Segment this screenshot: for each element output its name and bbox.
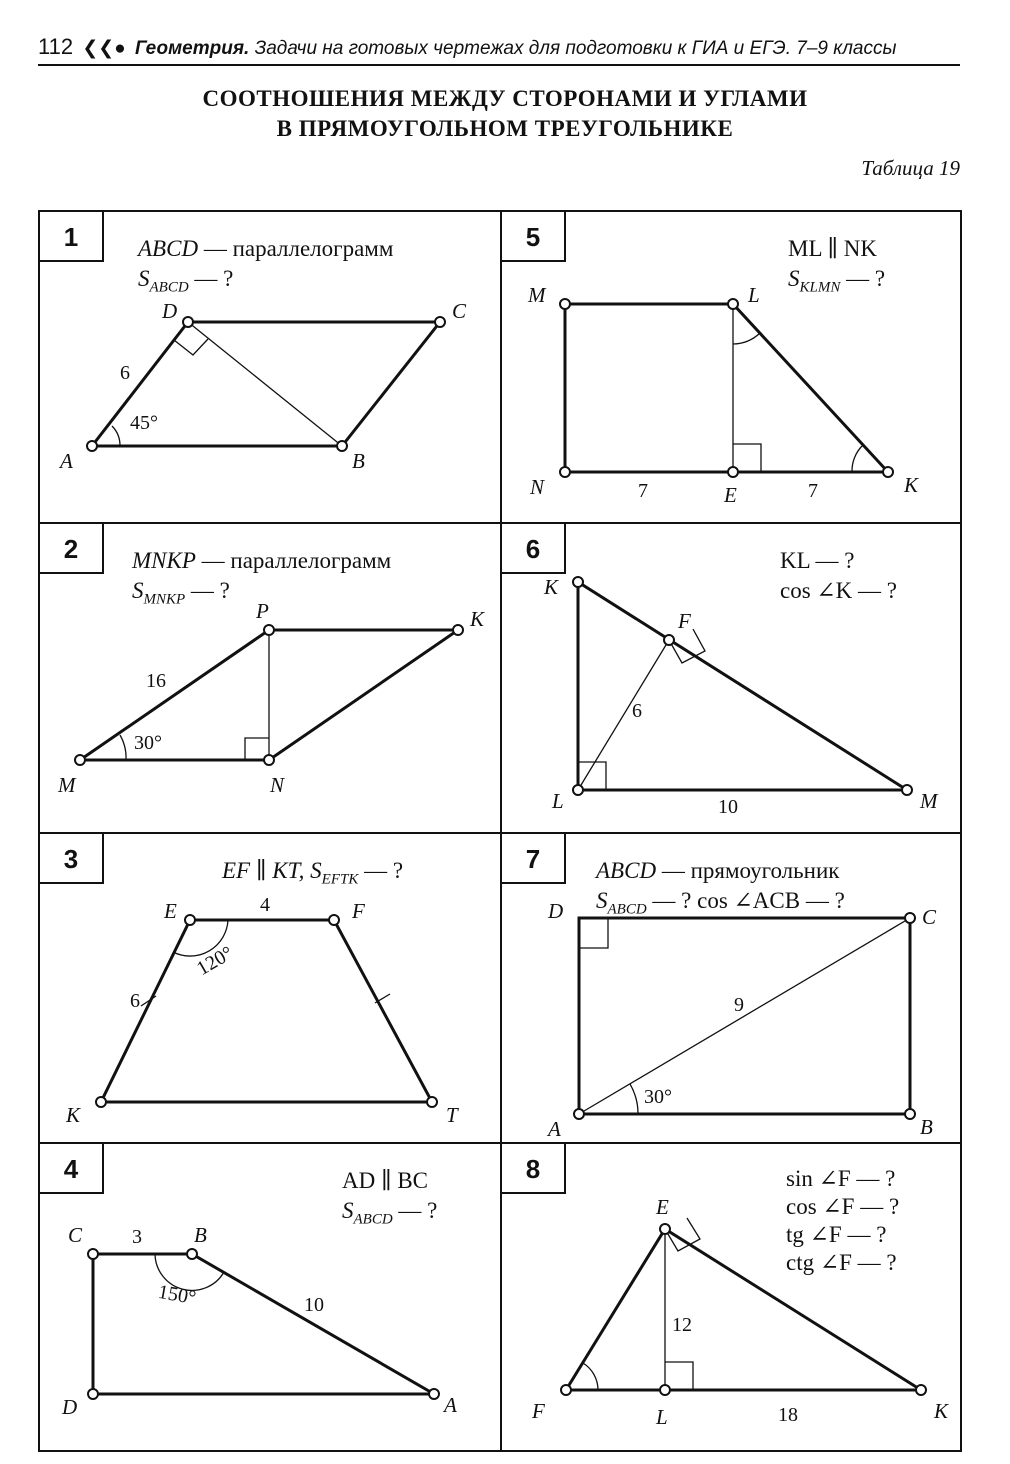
angle-label: 30° xyxy=(134,732,162,754)
side-length-label: 6 xyxy=(130,990,140,1012)
problem-6-task-line2: cos ∠K — ? xyxy=(780,578,897,603)
top-base-label: 4 xyxy=(260,894,270,916)
point-label-f: F xyxy=(678,609,691,633)
header-subtitle: Задачи на готовых чертежах для подготовки к ГИА и ЕГЭ. 7–9 классы xyxy=(254,38,897,59)
segment-lk-label: 18 xyxy=(778,1404,798,1426)
height-label: 12 xyxy=(672,1314,692,1336)
point-label-m: M xyxy=(58,773,76,797)
problem-1-task-line1: ABCD — параллелограмм xyxy=(138,236,394,261)
base-label: 10 xyxy=(718,796,738,818)
segment-ek-label: 7 xyxy=(808,480,818,502)
angle-label: 30° xyxy=(644,1086,672,1108)
diagonal-label: 9 xyxy=(734,994,744,1016)
angle-label: 45° xyxy=(130,412,158,434)
side-length-label: 10 xyxy=(304,1294,324,1316)
side-length-label: 6 xyxy=(120,362,130,384)
point-label-b: B xyxy=(352,449,365,473)
problem-8 xyxy=(502,1144,962,1450)
point-label-f: F xyxy=(532,1399,545,1423)
problem-2-task-line1: MNKP — параллелограмм xyxy=(132,548,392,573)
point-label-m: M xyxy=(528,283,546,307)
point-label-c: C xyxy=(922,905,937,929)
point-label-k: K xyxy=(544,575,559,599)
angle-label: 120° xyxy=(193,941,237,981)
top-base-label: 3 xyxy=(132,1226,142,1248)
problem-5-figure xyxy=(502,212,960,522)
point-label-f: F xyxy=(352,899,365,923)
problem-7-task-line2: $S_{ABCD}$ — ? cos ∠ACB — ? xyxy=(596,888,845,918)
angle-label: 150° xyxy=(156,1280,198,1310)
header-bullets-icon: ❮❮● xyxy=(82,38,126,59)
point-label-d: D xyxy=(548,899,564,923)
problem-8-task-line3: tg ∠F — ? xyxy=(786,1222,887,1247)
segment-ne-label: 7 xyxy=(638,480,648,502)
problem-7-task-line1: ABCD — прямоугольник xyxy=(596,858,840,883)
point-label-c: C xyxy=(68,1223,83,1247)
page-title-line1: СООТНОШЕНИЯ МЕЖДУ СТОРОНАМИ И УГЛАМИ xyxy=(202,86,808,111)
problem-2-task-line2: $S_{MNKP}$ — ? xyxy=(132,578,230,608)
problem-4 xyxy=(40,1144,502,1450)
problem-number: 8 xyxy=(502,1144,566,1194)
problem-5 xyxy=(502,212,962,524)
point-label-l: L xyxy=(656,1405,668,1429)
problem-3 xyxy=(40,834,502,1144)
point-label-a: A xyxy=(444,1393,457,1417)
problem-8-task-line2: cos ∠F — ? xyxy=(786,1194,900,1219)
problem-number: 4 xyxy=(40,1144,104,1194)
problem-5-task-line2: $S_{KLMN}$ — ? xyxy=(788,266,886,296)
problem-4-task-line2: $S_{ABCD}$ — ? xyxy=(342,1198,438,1228)
problem-5-task-line1: ML ∥ NK xyxy=(788,236,877,261)
point-label-d: D xyxy=(62,1395,78,1419)
point-label-e: E xyxy=(164,899,177,923)
point-label-b: B xyxy=(920,1115,933,1139)
point-label-b: B xyxy=(194,1223,207,1247)
problem-3-task-line1: EF ∥ KT, $S_{EFTK}$ — ? xyxy=(222,858,404,888)
point-label-n: N xyxy=(270,773,285,797)
height-label: 6 xyxy=(632,700,642,722)
table-label: Таблица 19 xyxy=(861,156,960,180)
problem-6 xyxy=(502,524,962,834)
problem-number: 5 xyxy=(502,212,566,262)
point-label-l: L xyxy=(748,283,760,307)
point-label-k: K xyxy=(470,607,485,631)
point-label-k: K xyxy=(934,1399,949,1423)
problems-grid xyxy=(38,210,962,1452)
point-label-e: E xyxy=(656,1195,669,1219)
page-title-line2: В ПРЯМОУГОЛЬНОМ ТРЕУГОЛЬНИКЕ xyxy=(276,116,734,141)
problem-4-figure xyxy=(40,1144,500,1450)
problem-6-task-line1: KL — ? xyxy=(780,548,855,573)
problem-8-task-line1: sin ∠F — ? xyxy=(786,1166,896,1191)
problem-1 xyxy=(40,212,502,524)
point-label-c: C xyxy=(452,299,467,323)
problem-4-task-line1: AD ∥ BC xyxy=(342,1168,429,1193)
problem-number: 1 xyxy=(40,212,104,262)
page-number: 112 xyxy=(38,34,74,59)
point-label-l: L xyxy=(552,789,564,813)
problem-number: 3 xyxy=(40,834,104,884)
header-subject: Геометрия. xyxy=(134,38,250,59)
point-label-e: E xyxy=(724,483,737,507)
problem-8-task-line4: ctg ∠F — ? xyxy=(786,1250,897,1275)
problem-7 xyxy=(502,834,962,1144)
point-label-p: P xyxy=(256,599,269,623)
point-label-d: D xyxy=(162,299,178,323)
problem-number: 6 xyxy=(502,524,566,574)
problem-1-task-line2: $S_{ABCD}$ — ? xyxy=(138,266,234,296)
problem-2 xyxy=(40,524,502,834)
side-length-label: 16 xyxy=(146,670,166,692)
point-label-a: A xyxy=(60,449,73,473)
problem-6-figure xyxy=(502,524,960,832)
point-label-t: T xyxy=(446,1103,458,1127)
point-label-m: M xyxy=(920,789,938,813)
running-header xyxy=(38,30,960,66)
problem-number: 7 xyxy=(502,834,566,884)
problem-number: 2 xyxy=(40,524,104,574)
point-label-k: K xyxy=(66,1103,81,1127)
point-label-a: A xyxy=(548,1117,561,1141)
point-label-k: K xyxy=(904,473,919,497)
point-label-n: N xyxy=(530,475,545,499)
